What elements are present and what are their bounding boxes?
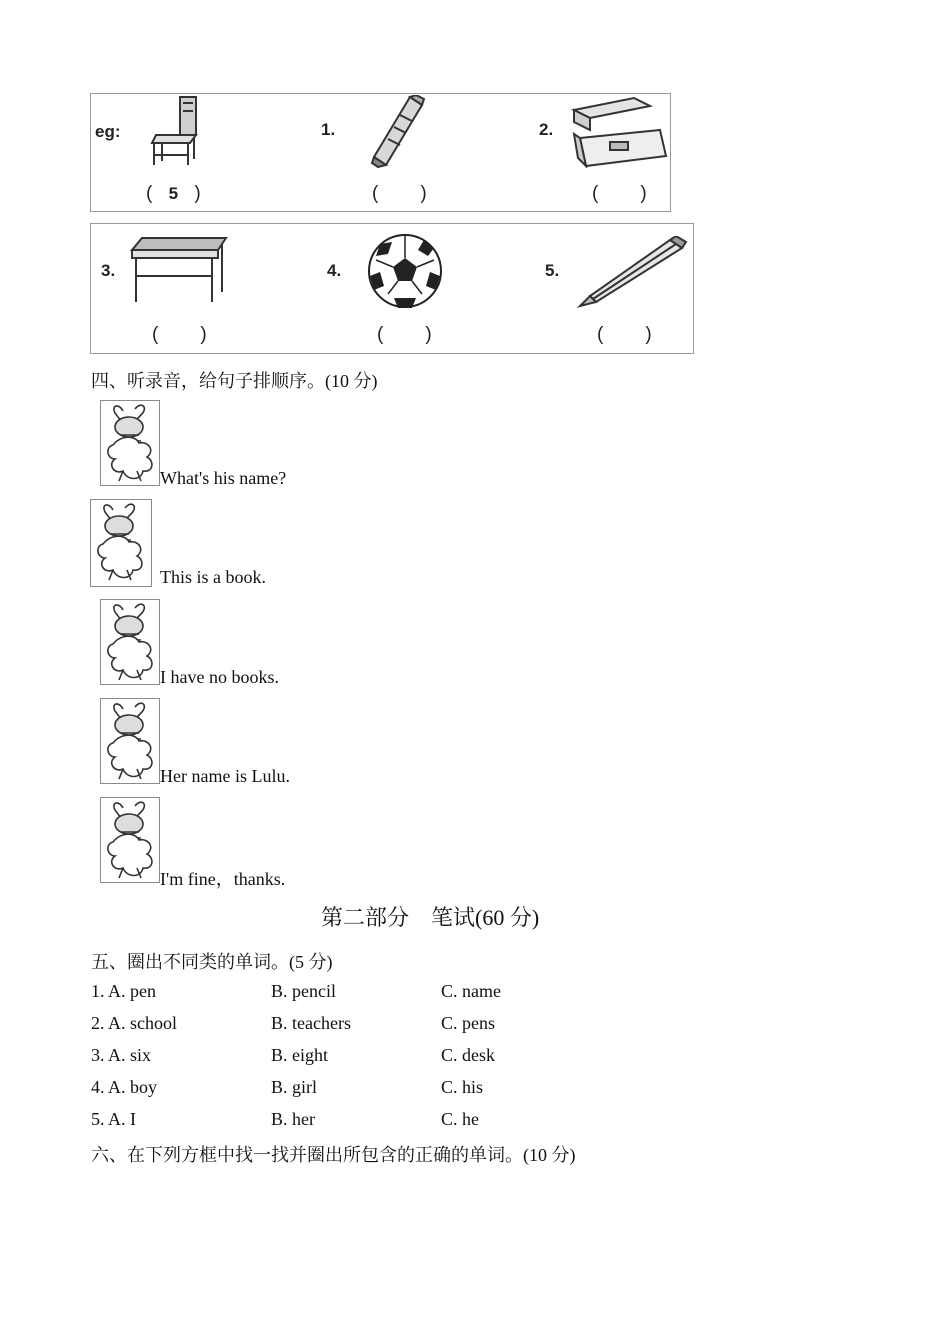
answer-example-value: 5 <box>168 184 179 203</box>
option-a[interactable]: 4. A. boy <box>91 1077 158 1097</box>
sentence-5: I'm fine，thanks. <box>160 869 286 889</box>
option-b[interactable]: B. her <box>271 1109 315 1129</box>
order-box-4[interactable] <box>100 698 160 784</box>
option-b[interactable]: B. teachers <box>271 1013 351 1033</box>
section-6-title: 六、在下列方框中找一找并圈出所包含的正确的单词。(10 分) <box>91 1145 576 1165</box>
desk-icon <box>128 236 228 304</box>
answer-example: ( 5 ) <box>146 183 201 204</box>
example-label: eg: <box>95 122 121 141</box>
option-a[interactable]: 2. A. school <box>91 1013 178 1033</box>
pencil-box-icon <box>570 96 668 168</box>
rabbit-icon <box>101 401 159 485</box>
sentence-3: I have no books. <box>160 667 279 687</box>
rabbit-icon <box>101 798 159 882</box>
order-box-3[interactable] <box>100 599 160 685</box>
section-4-title: 四、听录音，给句子排顺序。(10 分) <box>91 371 378 391</box>
sentence-4: Her name is Lulu. <box>160 766 290 786</box>
section-5-title: 五、圈出不同类的单词。(5 分) <box>91 952 333 972</box>
item-1-label: 1. <box>321 120 336 139</box>
chair-icon <box>150 95 202 167</box>
item-2-label: 2. <box>539 120 554 139</box>
answer-3[interactable]: ( ) <box>152 324 207 345</box>
option-b[interactable]: B. girl <box>271 1077 318 1097</box>
option-c[interactable]: C. desk <box>441 1045 495 1065</box>
answer-5[interactable]: ( ) <box>597 324 652 345</box>
order-box-5[interactable] <box>100 797 160 883</box>
pencil-icon <box>576 236 688 308</box>
option-c[interactable]: C. pens <box>441 1013 495 1033</box>
part-2-title: 第二部分 笔试(60 分) <box>321 905 540 930</box>
option-b[interactable]: B. pencil <box>271 981 336 1001</box>
option-b[interactable]: B. eight <box>271 1045 328 1065</box>
option-c[interactable]: C. he <box>441 1109 479 1129</box>
answer-1[interactable]: ( ) <box>372 183 427 204</box>
option-a[interactable]: 5. A. I <box>91 1109 136 1129</box>
item-5-label: 5. <box>545 261 560 280</box>
option-a[interactable]: 1. A. pen <box>91 981 156 1001</box>
rabbit-icon <box>101 699 159 783</box>
crayon-icon <box>370 95 426 169</box>
rabbit-icon <box>101 600 159 684</box>
sentence-1: What's his name? <box>160 468 287 488</box>
option-a[interactable]: 3. A. six <box>91 1045 152 1065</box>
option-c[interactable]: C. name <box>441 981 501 1001</box>
soccer-ball-icon <box>366 232 444 310</box>
rabbit-icon <box>91 500 149 584</box>
item-3-label: 3. <box>101 261 116 280</box>
option-c[interactable]: C. his <box>441 1077 484 1097</box>
order-box-1[interactable] <box>100 400 160 486</box>
answer-4[interactable]: ( ) <box>377 324 432 345</box>
sentence-2: This is a book. <box>160 567 266 587</box>
item-4-label: 4. <box>327 261 342 280</box>
answer-2[interactable]: ( ) <box>592 183 647 204</box>
order-box-2[interactable] <box>90 499 152 587</box>
